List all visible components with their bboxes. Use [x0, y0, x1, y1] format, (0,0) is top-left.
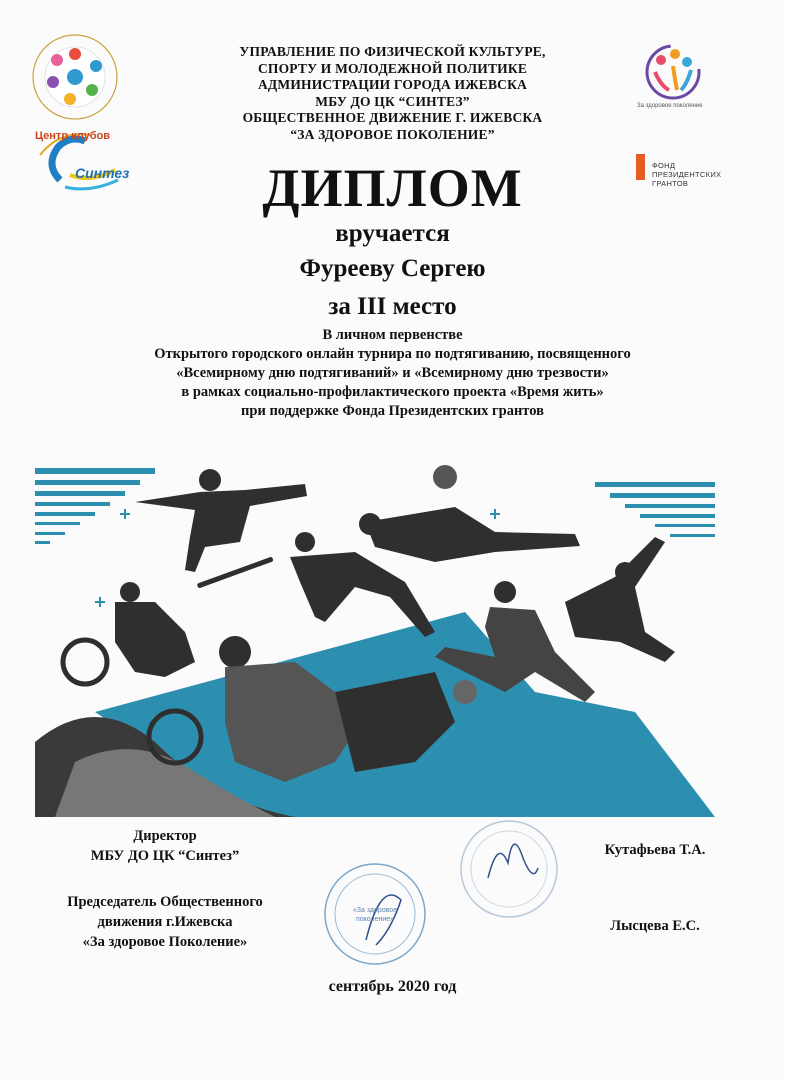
diploma-title: ДИПЛОМ [262, 158, 523, 218]
stamp-seal [321, 860, 429, 968]
header-block [0, 44, 785, 143]
header-line: СПОРТУ И МОЛОДЕЖНОЙ ПОЛИТИКЕ [257, 60, 528, 76]
director-title-1: Директор [133, 828, 197, 844]
header-line: МБУ ДО ЦК “СИНТЕЗ” [315, 93, 470, 109]
chair-title-1: Председатель Общественного [67, 894, 263, 910]
fund-logo-line-2: ПРЕЗИДЕНТСКИХ [652, 170, 722, 179]
description-line: В личном первенстве [322, 327, 463, 343]
header-line: “ЗА ЗДОРОВОЕ ПОКОЛЕНИЕ” [290, 126, 495, 142]
header-line: УПРАВЛЕНИЕ ПО ФИЗИЧЕСКОЙ КУЛЬТУРЕ, [239, 44, 546, 59]
healthy-generation-caption: За здоровое поколение [637, 103, 703, 109]
chair-title-2: движения г.Ижевска [97, 914, 233, 930]
stamp-seal-2 [458, 818, 560, 920]
date-text: сентябрь 2020 год [328, 978, 457, 995]
recipient-name: Фурееву Сергею [299, 255, 486, 282]
header-line: ОБЩЕСТВЕННОЕ ДВИЖЕНИЕ Г. ИЖЕВСКА [242, 110, 543, 125]
awarded-text: вручается [335, 220, 450, 247]
center-logo-top-text: Центр клубов [35, 130, 110, 142]
fund-logo-line-1: ФОНД [652, 161, 676, 170]
director-title-2: МБУ ДО ЦК “Синтез” [90, 848, 240, 864]
sports-illustration [35, 462, 715, 817]
fund-logo-line-3: ГРАНТОВ [652, 179, 689, 188]
description-line: «Всемирному дню подтягиваний» и «Всемирному дню трезвости» [176, 365, 609, 381]
chair-name: Лысцева Е.С. [610, 918, 700, 934]
description-line: Открытого городского онлайн турнира по подтягиванию, посвященного [154, 346, 631, 362]
chair-title-3: «За здоровое Поколение» [82, 934, 248, 950]
description-block [0, 326, 785, 421]
stamp-text: «За здоровое поколение» [352, 907, 398, 923]
director-name: Кутафьева Т.А. [604, 842, 706, 858]
place-text: за III место [328, 293, 457, 320]
description-line: в рамках социально-профилактического проекта «Время жить» [181, 384, 604, 400]
center-logo-bottom-text: Синтез [75, 165, 130, 181]
description-line: при поддержке Фонда Президентских грантов [241, 403, 544, 419]
header-line: АДМИНИСТРАЦИИ ГОРОДА ИЖЕВСКА [257, 77, 528, 92]
